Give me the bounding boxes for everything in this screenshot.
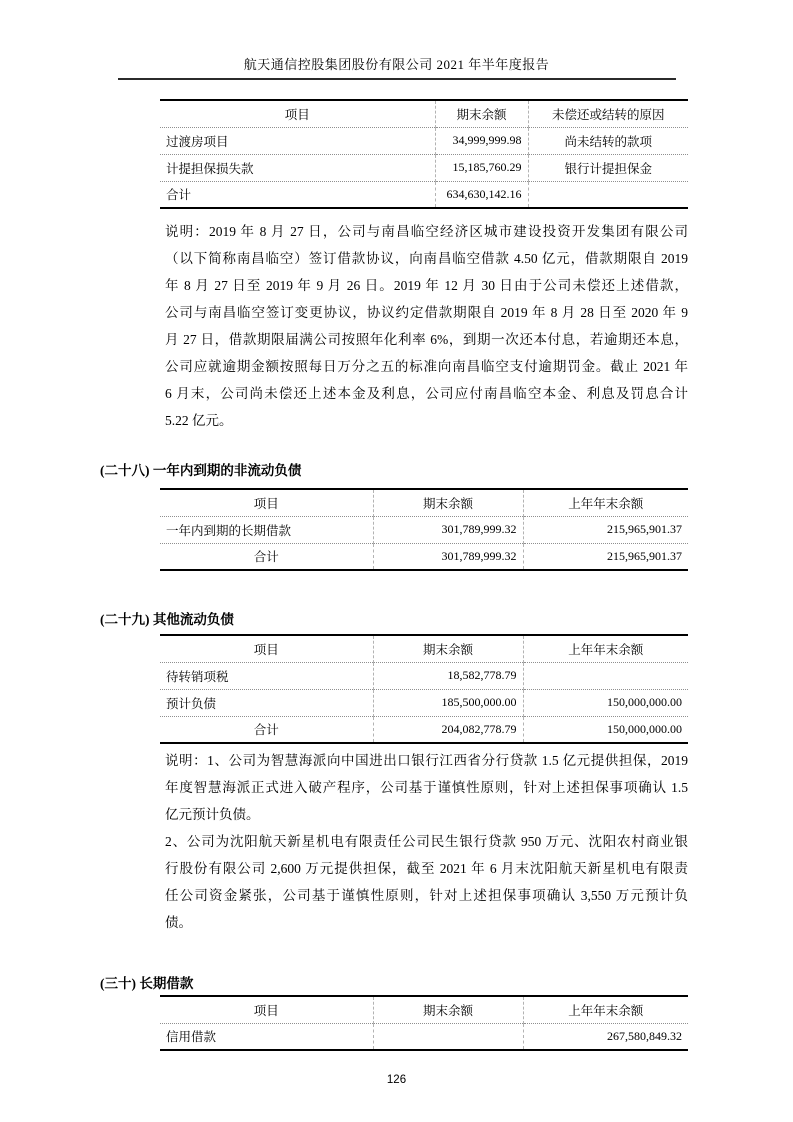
- col-header-item: 项目: [253, 1003, 279, 1018]
- ending-balance-cell: 18,582,778.79: [373, 662, 523, 689]
- note-line: 债。: [165, 915, 192, 930]
- ending-balance-cell: 204,082,778.79: [373, 716, 523, 743]
- note-line: 6 月末，公司尚未偿还上述本金及利息，公司应付南昌临空本金、利息及罚息合计: [165, 386, 688, 401]
- note-line: 说明：1、公司为智慧海派向中国进出口银行江西省分行贷款 1.5 亿元提供担保，2019: [165, 753, 688, 768]
- table-header-row: [160, 635, 688, 662]
- amount-cell: 34,999,999.98: [435, 127, 528, 154]
- item-cell: 信用借款: [160, 1023, 373, 1050]
- document-header-title: 航天通信控股集团股份有限公司 2021 年半年度报告: [243, 57, 550, 72]
- col-header-item: 项目: [284, 107, 310, 122]
- section-heading-29: (二十九) 其他流动负债: [100, 612, 234, 627]
- item-cell: 过渡房项目: [160, 127, 435, 154]
- note-line: 年 8 月 27 日至 2019 年 9 月 26 日。2019 年 12 月 30 日由于公司未偿还上述借款，: [165, 278, 688, 293]
- item-cell: 一年内到期的长期借款: [160, 516, 373, 543]
- amount-cell: 634,630,142.16: [435, 181, 528, 208]
- table-row: [160, 154, 688, 181]
- col-header-prior-year-balance: 上年年末余额: [523, 996, 688, 1023]
- amount-cell: 15,185,760.29: [435, 154, 528, 181]
- note-line: 任公司资金紧张，公司基于谨慎性原则，针对上述担保事项确认 3,550 万元预计负: [165, 888, 688, 903]
- reason-cell: 银行计提担保金: [528, 154, 688, 181]
- col-header-ending-balance: 期末余额: [435, 100, 528, 127]
- table-row: [160, 1023, 688, 1050]
- prior-balance-cell: 150,000,000.00: [523, 716, 688, 743]
- long-term-borrowings-table: [160, 995, 688, 1051]
- reason-cell: [528, 181, 688, 208]
- note-line: 2、公司为沈阳航天新星机电有限责任公司民生银行贷款 950 万元、沈阳农村商业银: [165, 834, 688, 849]
- note-line: 行股份有限公司 2,600 万元提供担保，截至 2021 年 6 月末沈阳航天新星机电有限责: [165, 861, 688, 876]
- note-line: 公司与南昌临空签订变更协议，协议约定借款期限自 2019 年 8 月 28 日至 2020 年 9: [165, 305, 688, 320]
- ending-balance-cell: [373, 1023, 523, 1050]
- note-line: 5.22 亿元。: [165, 413, 233, 428]
- col-header-prior-year-balance: 上年年末余额: [523, 489, 688, 516]
- col-header-ending-balance: 期末余额: [373, 635, 523, 662]
- prior-balance-cell: 215,965,901.37: [523, 516, 688, 543]
- note-paragraph-guarantees: [165, 747, 688, 936]
- col-header-reason: 未偿还或结转的原因: [528, 100, 688, 127]
- ending-balance-cell: 301,789,999.32: [373, 543, 523, 570]
- col-header-ending-balance: 期末余额: [373, 996, 523, 1023]
- note-line: 亿元预计负债。: [165, 807, 260, 822]
- col-header-item: 项目: [253, 642, 279, 657]
- table-total-row: [160, 543, 688, 570]
- item-cell: 合计: [160, 716, 373, 743]
- table-row: [160, 662, 688, 689]
- col-header-prior-year-balance: 上年年末余额: [523, 635, 688, 662]
- item-cell: 计提担保损失款: [160, 154, 435, 181]
- other-current-liabilities-table: [160, 634, 688, 744]
- table-row: [160, 516, 688, 543]
- overdue-borrowings-table: [160, 99, 688, 209]
- prior-balance-cell: 267,580,849.32: [523, 1023, 688, 1050]
- note-line: 月 27 日，借款期限届满公司按照年化利率 6%，到期一次还本付息，若逾期还本息，: [165, 332, 688, 347]
- note-line: 年度智慧海派正式进入破产程序，公司基于谨慎性原则，针对上述担保事项确认 1.5: [165, 780, 688, 795]
- table-total-row: [160, 716, 688, 743]
- item-cell: 预计负债: [160, 689, 373, 716]
- item-cell: 合计: [160, 181, 435, 208]
- table-row: [160, 689, 688, 716]
- section-heading-30: (三十) 长期借款: [100, 976, 194, 991]
- item-cell: 待转销项税: [160, 662, 373, 689]
- col-header-item: 项目: [253, 496, 279, 511]
- note-line: 说明：2019 年 8 月 27 日，公司与南昌临空经济区城市建设投资开发集团有限公司: [165, 224, 688, 239]
- table-total-row: [160, 181, 688, 208]
- noncurrent-liabilities-due-table: [160, 488, 688, 571]
- reason-cell: 尚未结转的款项: [528, 127, 688, 154]
- note-line: （以下简称南昌临空）签订借款协议，向南昌临空借款 4.50 亿元，借款期限自 2019: [165, 251, 688, 266]
- prior-balance-cell: [523, 662, 688, 689]
- note-paragraph-borrowing: [165, 218, 688, 434]
- prior-balance-cell: 150,000,000.00: [523, 689, 688, 716]
- table-header-row: [160, 100, 688, 127]
- prior-balance-cell: 215,965,901.37: [523, 543, 688, 570]
- table-header-row: [160, 996, 688, 1023]
- ending-balance-cell: 185,500,000.00: [373, 689, 523, 716]
- note-line: 公司应就逾期金额按照每日万分之五的标准向南昌临空支付逾期罚金。截止 2021 年: [165, 359, 688, 374]
- table-header-row: [160, 489, 688, 516]
- item-cell: 合计: [160, 543, 373, 570]
- section-heading-28: (二十八) 一年内到期的非流动负债: [100, 463, 302, 478]
- page-number: 126: [386, 1074, 407, 1086]
- col-header-ending-balance: 期末余额: [373, 489, 523, 516]
- table-row: [160, 127, 688, 154]
- header-divider: [118, 78, 676, 80]
- ending-balance-cell: 301,789,999.32: [373, 516, 523, 543]
